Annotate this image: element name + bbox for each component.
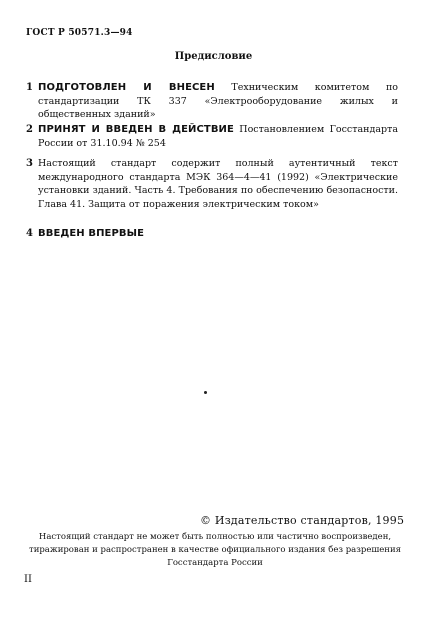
section-title: Предисловие — [174, 51, 253, 62]
foreword-item-1 — [26, 81, 398, 122]
item-text: Настоящий стандарт содержит полный аутентичный текст международного стандарта МЭК 364—4—41 (1992) «Электрические установки зданий. Часть 4. Требования по обеспечению безопасности. Глава 41. Защита от поражения электрическим током» — [38, 158, 398, 210]
item-number: 1 — [26, 82, 33, 93]
document-code: ГОСТ Р 50571.3—94 — [26, 28, 133, 38]
item-lead: ПРИНЯТ И ВВЕДЕН В ДЕЙСТВИЕ — [38, 124, 234, 135]
item-lead: ПОДГОТОВЛЕН И ВНЕСЕН — [38, 82, 215, 93]
item-text: Техническим комитетом по стандартизации ТК 337 «Электрооборудование жилых и общественных зданий» — [38, 82, 399, 121]
item-lead: ВВЕДЕН ВПЕРВЫЕ — [38, 228, 145, 239]
item-number: 4 — [26, 228, 33, 239]
foreword-item-2 — [26, 123, 398, 150]
foreword-item-3 — [26, 157, 398, 211]
copyright-notice: © Издательство стандартов, 1995 — [200, 514, 405, 527]
item-number: 2 — [26, 124, 33, 135]
reproduction-disclaimer: Настоящий стандарт не может быть полностью или частично воспроизведен, тиражирован и распространен в качестве официального издания без разрешения Госстандарта России — [29, 532, 401, 569]
item-text: Постановлением Госстандарта России от 31.10.94 № 254 — [38, 124, 399, 149]
foreword-item-4 — [26, 227, 398, 241]
page-number: II — [24, 574, 32, 585]
item-number: 3 — [26, 158, 33, 169]
ink-dot — [204, 391, 207, 394]
